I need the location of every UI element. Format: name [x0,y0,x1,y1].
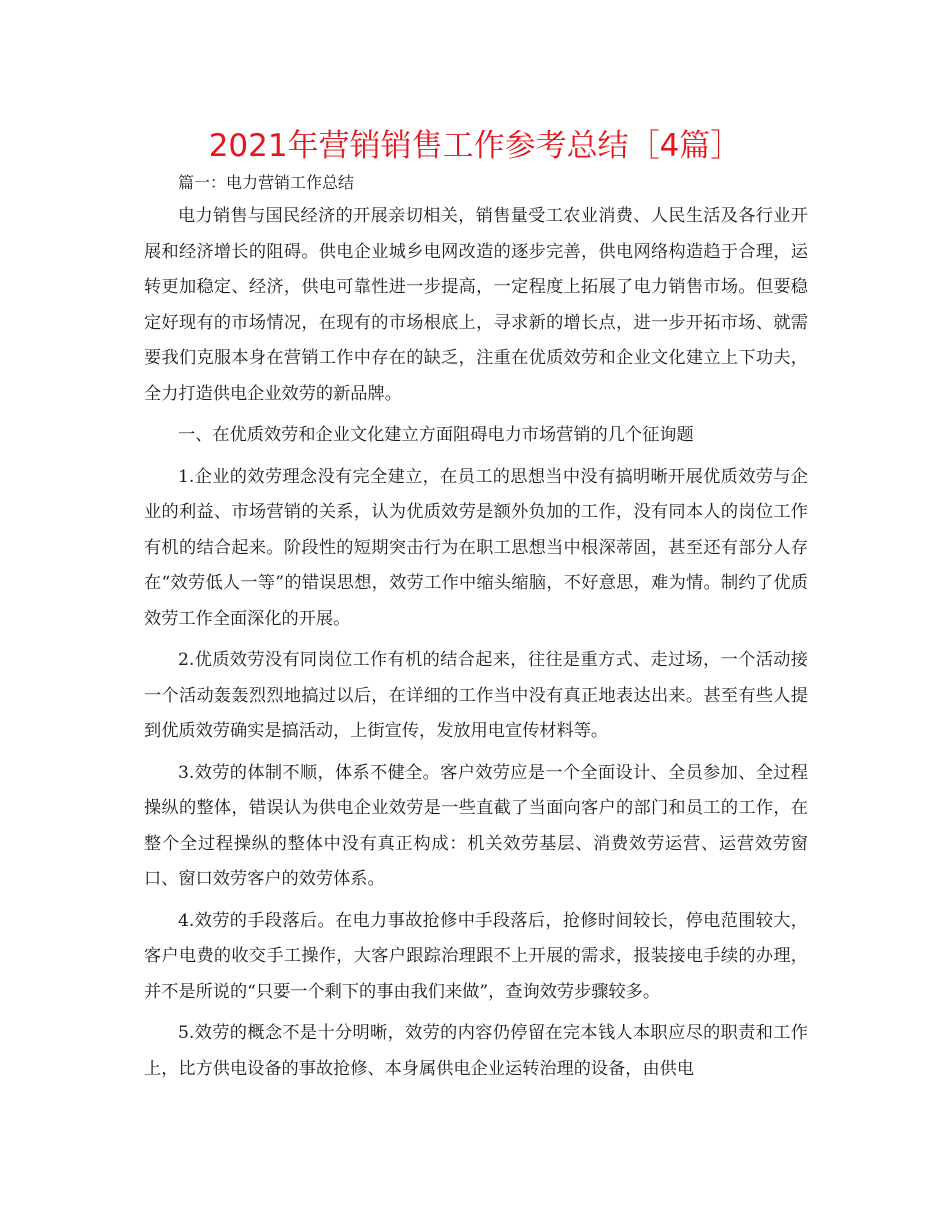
document-body [144,170,808,1093]
paragraph-item-3: 3.效劳的体制不顺，体系不健全。客户效劳应是一个全面设计、全员参加、全过程操纵的整体，错误认为供电企业效劳是一些直截了当面向客户的部门和员工的工作，在整个全过程操纵的整体中没有真正构成：机关效劳基层、消费效劳运营、运营效劳窗口、窗口效劳客户的效劳体系。 [144,762,808,889]
section-subtitle: 篇一：电力营销工作总结 [178,173,355,192]
section-heading: 一、在优质效劳和企业文化建立方面阻碍电力市场营销的几个征询题 [178,425,694,445]
paragraph-item-2: 2.优质效劳没有同岗位工作有机的结合起来，往往是重方式、走过场，一个活动接一个活动轰轰烈烈地搞过以后，在详细的工作当中没有真正地表达出来。甚至有些人提到优质效劳确实是搞活动，上街宣传，发放用电宣传材料等。 [144,650,808,741]
paragraph-item-5: 5.效劳的概念不是十分明晰，效劳的内容仍停留在完本钱人本职应尽的职责和工作上，比方供电设备的事故抢修、本身属供电企业运转治理的设备，由供电 [144,1023,808,1079]
document-title: 2021年营销销售工作参考总结［4篇］ [208,128,742,164]
paragraph-item-1: 1.企业的效劳理念没有完全建立，在员工的思想当中没有搞明晰开展优质效劳与企业的利益、市场营销的关系，认为优质效劳是额外负加的工作，没有同本人的岗位工作有机的结合起来。阶段性的短期突击行为在职工思想当中根深蒂固，甚至还有部分人存在“效劳低人一等”的错误思想，效劳工作中缩头缩脑，不好意思，难为情。制约了优质效劳工作全面深化的开展。 [144,466,808,629]
paragraph-item-4: 4.效劳的手段落后。在电力事故抢修中手段落后，抢修时间较长，停电范围较大，客户电费的收交手工操作，大客户跟踪治理跟不上开展的需求，报装接电手续的办理，并不是所说的“只要一个剩下的事由我们来做”，查询效劳步骤较多。 [144,910,808,1002]
paragraph-intro: 电力销售与国民经济的开展亲切相关，销售量受工农业消费、人民生活及各行业开展和经济增长的阻碍。供电企业城乡电网改造的逐步完善，供电网络构造趋于合理，运转更加稳定、经济，供电可靠性进一步提高，一定程度上拓展了电力销售市场。但要稳定好现有的市场情况，在现有的市场根底上，寻求新的增长点，进一步开拓市场、就需要我们克服本身在营销工作中存在的缺乏，注重在优质效劳和企业文化建立上下功夫，全力打造供电企业效劳的新品牌。 [144,206,808,404]
